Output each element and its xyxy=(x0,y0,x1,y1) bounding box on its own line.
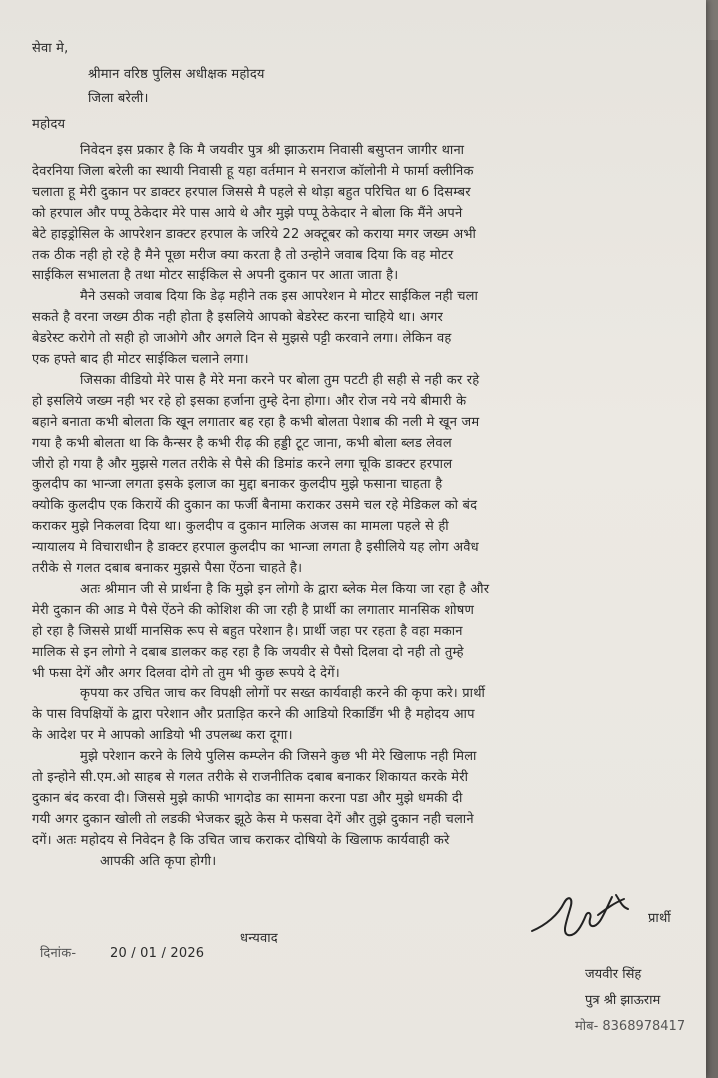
addressee-line-2: जिला बरेली। xyxy=(88,91,149,106)
body-line: जिसका वीडियो मेरे पास है मेरे मना करने पर बोला तुम पटटी ही सही से नही कर रहे xyxy=(80,372,480,388)
greeting: महोदय xyxy=(32,117,66,132)
applicant-mobile: मोब- 8368978417 xyxy=(575,1019,686,1034)
body-line: को हरपाल और पप्पू ठेकेदार मेरे पास आये थे और मुझे पप्पू ठेकेदार ने बोला कि मैंने अपने xyxy=(32,205,463,221)
body-line: देवरनिया जिला बरेली का स्थायी निवासी हू यहा वर्तमान मे सनराज कॉलोनी मे फार्मा क्लीनिक xyxy=(32,163,474,179)
body-line: हो रहा है जिससे प्रार्थी मानसिक रूप से बहुत परेशान है। प्रार्थी जहा पर रहता है वहा मकान xyxy=(32,623,463,639)
body-line: बहाने बनाता कभी बोलता कि खून लगातार बह रहा है कभी बोलता पेशाब की नली मे खून जम xyxy=(32,414,480,430)
body-line: अतः श्रीमान जी से प्रार्थना है कि मुझे इन लोगो के द्वारा ब्लेक मेल किया जा रहा है और xyxy=(80,581,490,597)
body-line: गयी अगर दुकान खोली तो लडकी भेजकर झूठे केस मे फसवा देगें और तुझे दुकान नही चलाने xyxy=(32,811,474,827)
body-line: बेटे हाइड्रोसिल के आपरेशन डाक्टर हरपाल के जरिये 22 अक्टूबर को कराया मगर जख्म अभी xyxy=(32,226,477,242)
body-line: तो इन्होने सी.एम.ओ साहब से गलत तरीके से राजनीतिक दबाब बनाकर शिकायत करके मेरी xyxy=(32,770,469,785)
date-label: दिनांक- xyxy=(40,946,77,961)
body-line: तक ठीक नही हो रहे है मैने पूछा मरीज क्या करता है तो उन्होने जवाब दिया कि वह मोटर xyxy=(32,247,454,263)
body-line: न्यायालय मे विचाराधीन है डाक्टर हरपाल कुलदीप का भान्जा लगता है इसीलिये यह लोग अवैध xyxy=(32,540,479,556)
body-line: आपकी अति कृपा होगी। xyxy=(100,853,217,869)
body-line: कराकर मुझे निकलवा दिया था। कुलदीप व दुकान मालिक अजस का मामला पहले से ही xyxy=(32,519,449,535)
body-line: मेरी दुकान की आड मे पैसे ऐंठने की कोशिश की जा रही है प्रार्थी का लगातार मानसिक शोषण xyxy=(32,602,475,618)
body-line: कृपया कर उचित जाच कर विपक्षी लोगों पर सख्त कार्यवाही करने की कृपा करे। प्रार्थी xyxy=(80,686,486,702)
applicant-parent: पुत्र श्री झाऊराम xyxy=(585,993,661,1008)
addressee-line-1: श्रीमान वरिष्ठ पुलिस अधीक्षक महोदय xyxy=(88,67,265,82)
body-line: कुलदीप का भान्जा लगता इसके इलाज का मुद्दा बनाकर कुलदीप मुझे फसाना चाहता है xyxy=(32,477,443,493)
date-value: 20 / 01 / 2026 xyxy=(110,946,205,961)
body-line: जीरो हो गया है और मुझसे गलत तरीके से पैसे की डिमांड करने लगा चूकि डाक्टर हरपाल xyxy=(32,456,453,472)
body-line: सकते है वरना जख्म ठीक नही होता है इसलिये आपको बेडरेस्ट करना चाहिये था। अगर xyxy=(32,310,444,326)
thanks-text: धन्यवाद xyxy=(240,931,278,946)
body-line: भी फसा देगें और अगर दिलवा दोगे तो तुम भी कुछ रूपये दे देगें। xyxy=(32,665,340,681)
body-line: मालिक से इन लोगो ने दबाब डालकर कह रहा है कि जयवीर से पैसो दिलवा दो नही तो तुम्हे xyxy=(32,644,464,660)
body-line: निवेदन इस प्रकार है कि मै जयवीर पुत्र श्री झाऊराम निवासी बसुप्तन जागीर थाना xyxy=(80,143,465,158)
body-line: दगें। अतः महोदय से निवेदन है कि उचित जाच कराकर दोषियो के खिलाफ कार्यवाही करे xyxy=(32,832,450,848)
body-line: हो इसलिये जख्म नही भर रहे हो इसका हर्जाना तुम्हे देना होगा। और रोज नये नये बीमारी के xyxy=(32,393,467,409)
body-line: क्योकि कुलदीप एक किरायें की दुकान का फर्जी बैनामा कराकर उसमे चल रहे मेडिकल को बंद xyxy=(32,498,478,514)
applicant-label: प्रार्थी xyxy=(648,911,671,926)
body-line: मुझे परेशान करने के लिये पुलिस कम्प्लेन की जिसने कुछ भी मेरे खिलाफ नही मिला xyxy=(80,749,477,765)
body-line: बेडरेस्ट करोगे तो सही हो जाओगे और अगले दिन से मुझसे पट्टी करवाने लगा। लेकिन वह xyxy=(32,331,452,347)
applicant-name: जयवीर सिंह xyxy=(585,967,642,982)
body-line: चलाता हू मेरी दुकान पर डाक्टर हरपाल जिससे मै पहले से थोड़ा बहुत परिचित था 6 दिसम्बर xyxy=(32,184,471,200)
body-line: के पास विपक्षियों के द्वारा परेशान और प्रताड़ित करने की आडियो रिकार्डिंग भी है महोदय आप xyxy=(32,707,475,723)
handwritten-signature xyxy=(528,885,638,945)
body-line: तरीके से गलत दबाब बनाकर मुझसे पैसा ऐंठना चाहते है। xyxy=(32,561,303,576)
body-line: एक हफ्ते बाद ही मोटर साईकिल चलाने लगा। xyxy=(32,352,249,367)
body-line: साईकिल सभालता है तथा मोटर साईकिल से अपनी दुकान पर आता जाता है। xyxy=(32,268,399,284)
body-line: के आदेश पर मे आपको आडियो भी उपलब्ध करा दूगा। xyxy=(32,728,293,744)
salutation-to: सेवा मे, xyxy=(32,41,69,56)
body-line: गया है कभी बोलता था कि कैन्सर है कभी रीढ़ की हड्डी टूट जाना, कभी बोला ब्लड लेवल xyxy=(32,435,452,451)
body-line: मैने उसको जवाब दिया कि डेढ़ महीने तक इस आपरेशन मे मोटर साईकिल नही चला xyxy=(80,289,479,305)
body-line: दुकान बंद करवा दी। जिससे मुझे काफी भागदोड का सामना करना पडा और मुझे धमकी दी xyxy=(32,790,463,806)
